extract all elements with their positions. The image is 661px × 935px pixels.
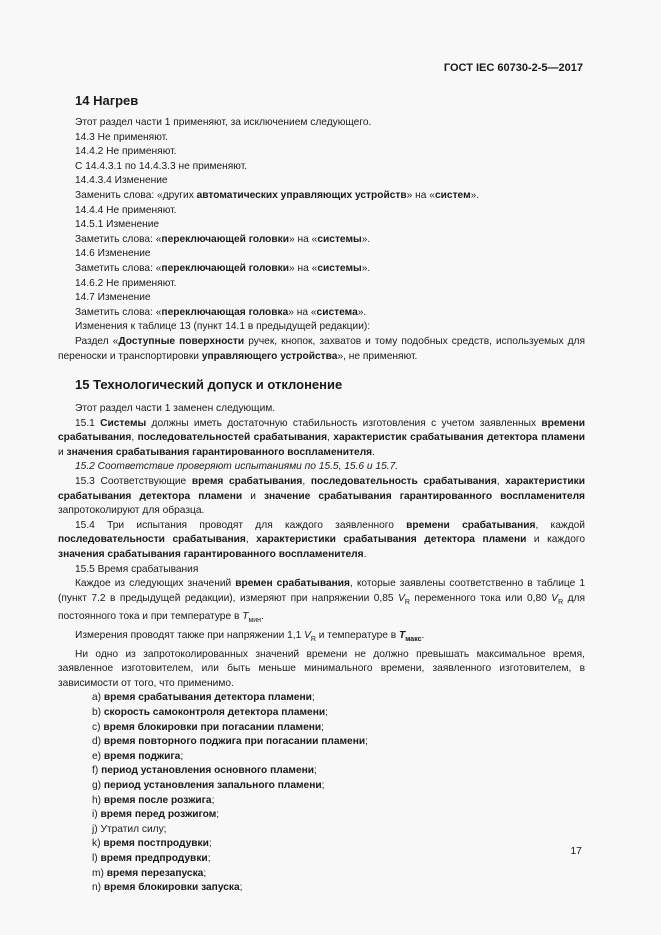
text-run: n)	[92, 882, 104, 894]
text-run: управляющего устройства	[201, 350, 338, 362]
text-run: ».	[361, 233, 371, 245]
text-run: l)	[92, 853, 101, 864]
section-15-title: 15 Технологический допуск и отклонение	[75, 377, 343, 393]
text-run: ;	[239, 882, 243, 894]
text-run: характеристик срабатывания детектора пламени	[333, 432, 586, 444]
list-item	[92, 837, 585, 852]
list-item	[92, 881, 585, 896]
paragraph	[58, 291, 585, 306]
text-run: 15.3 Соответствующие	[75, 476, 192, 488]
text-run: ;	[216, 809, 220, 821]
text-run: переключающей головки	[161, 233, 290, 245]
text-run: » на «	[289, 233, 318, 245]
text-run: значение срабатывания гарантированного воспламенителя	[263, 490, 585, 502]
text-run: время перезапуска	[106, 867, 204, 879]
text-run: ,	[302, 476, 311, 488]
text-run: Заметить слова: «	[75, 233, 162, 245]
text-run: 14.4.2 Не применяют.	[75, 146, 177, 158]
list-item	[92, 735, 585, 750]
paragraph	[58, 189, 585, 204]
text-run: и	[58, 446, 67, 458]
text-run: время срабатывания	[191, 476, 303, 488]
list-item	[92, 794, 585, 809]
paragraph	[58, 320, 585, 335]
paragraph	[58, 306, 585, 321]
text-run: T	[242, 611, 249, 623]
text-run: ,	[496, 476, 506, 488]
text-run: системы	[317, 262, 362, 274]
text-run: и	[242, 490, 264, 502]
text-run: Изменения к таблице 13 (пункт 14.1 в предыдущей редакции):	[75, 321, 371, 333]
text-run: время перед розжигом	[100, 809, 217, 821]
text-run: k)	[92, 838, 104, 850]
text-run: время после розжига	[103, 794, 212, 806]
text-run: ,	[327, 432, 334, 444]
text-run: для постоянного тока и при температуре в	[58, 592, 585, 623]
text-run: 14.5.1 Изменение	[75, 219, 160, 231]
text-run: времен срабатывания	[235, 578, 350, 590]
text-run: Заменить слова: «других	[75, 189, 197, 201]
text-run: переменного тока или 0,80	[409, 592, 552, 604]
text-run: время поджига	[103, 750, 181, 762]
text-run: Ни одно из запротоколированных значений времени не должно превышать максимальное время, заявленное изготовителем, или быть меньше минимального времени, заявленного изготовителем, в зависимости от того, что применимо.	[58, 648, 585, 689]
text-run: время блокировки при погасании пламени	[103, 721, 322, 733]
section-15-body	[58, 402, 585, 691]
text-run: Доступные поверхности	[118, 335, 245, 347]
paragraph	[58, 277, 585, 292]
paragraph	[58, 475, 585, 519]
text-run: m)	[92, 867, 107, 879]
text-run: времени срабатывания	[58, 417, 585, 444]
text-run: макс	[405, 636, 422, 644]
text-run: b)	[92, 707, 104, 719]
text-run: значения срабатывания гарантированного воспламенителя	[58, 549, 364, 561]
text-run: ;	[365, 736, 368, 748]
text-run: значения срабатывания гарантированного воспламенителя	[66, 446, 373, 458]
text-run: 14.4.4 Не применяют.	[75, 204, 177, 216]
paragraph	[58, 648, 585, 692]
text-run: 15.4 Три испытания проводят для каждого заявленного	[75, 519, 407, 531]
list-item	[92, 779, 585, 794]
paragraph	[58, 116, 585, 131]
list-item	[92, 823, 585, 838]
text-run: ;	[207, 853, 211, 864]
text-run: скорость самоконтроля детектора пламени	[103, 707, 326, 719]
text-run: последовательностей срабатывания	[137, 432, 328, 444]
paragraph	[58, 233, 585, 248]
text-run: ;	[211, 794, 215, 806]
paragraph	[58, 417, 585, 461]
text-run: Этот раздел части 1 применяют, за исключением следующего.	[75, 117, 372, 128]
text-run: Заметить слова: «	[75, 306, 162, 318]
paragraph	[58, 335, 585, 364]
text-run: последовательности срабатывания	[58, 534, 246, 546]
text-run: 15.2 Соответствие проверяют испытаниями по 15.5, 15.6 и 15.7.	[75, 461, 399, 473]
text-run: V	[304, 630, 311, 642]
paragraph	[58, 145, 585, 160]
paragraph	[58, 247, 585, 262]
list-item	[92, 808, 585, 823]
paragraph	[58, 174, 585, 189]
text-run: ;	[180, 750, 184, 762]
paragraph	[58, 204, 585, 219]
paragraph	[58, 131, 585, 146]
text-run: .	[261, 611, 264, 623]
text-run: время повторного поджига при погасании пламени	[103, 736, 366, 748]
text-run: ;	[203, 867, 207, 879]
paragraph	[58, 218, 585, 233]
page-header: ГОСТ IEC 60730-2-5—2017	[443, 62, 583, 74]
text-run: Измерения проводят также при напряжении 1,1	[75, 630, 305, 642]
text-run: e)	[92, 750, 104, 762]
text-run: ,	[131, 432, 138, 444]
text-run: ;	[314, 765, 317, 777]
text-run: » на «	[288, 306, 317, 318]
text-run: ».	[361, 262, 371, 274]
text-run: характеристики срабатывания детектора пламени	[256, 534, 527, 546]
text-run: ;	[208, 838, 212, 850]
text-run: автоматических управляющих устройств	[196, 189, 407, 201]
text-run: Системы	[100, 417, 147, 429]
text-run: 14.6.2 Не применяют.	[75, 277, 177, 289]
section-14-body	[58, 116, 585, 364]
response-time-list	[58, 691, 585, 895]
text-run: системы	[317, 233, 362, 245]
text-run: » на «	[289, 262, 318, 274]
list-item	[92, 867, 585, 882]
text-run: a)	[92, 692, 104, 704]
text-run: ;	[321, 721, 324, 733]
paragraph	[58, 402, 585, 417]
text-run: 14.6 Изменение	[75, 248, 151, 260]
text-run: последовательность срабатывания	[310, 476, 497, 488]
text-run: ;	[311, 692, 315, 704]
text-run: » на «	[406, 189, 435, 201]
text-run: d)	[92, 736, 104, 748]
section-14-title: 14 Нагрев	[75, 93, 139, 108]
text-run: R	[558, 598, 564, 606]
text-run: переключающая головка	[161, 306, 289, 318]
list-item	[92, 721, 585, 736]
paragraph	[58, 519, 585, 563]
text-run: 14.3 Не применяют.	[75, 131, 168, 143]
text-run: ручек, кнопок, захватов и тому подобных средств, используемых для переноски и транспортировки	[58, 335, 585, 362]
text-run: , каждой	[535, 519, 586, 531]
text-run: мин	[248, 617, 262, 625]
text-run: j) Утратил силу;	[92, 823, 167, 835]
text-run: должны иметь достаточную стабильность изготовления с учетом заявленных	[146, 417, 542, 429]
text-run: ».	[357, 306, 367, 318]
list-item	[92, 750, 585, 765]
text-run: Каждое из следующих значений	[75, 578, 236, 590]
text-run: и каждого	[526, 534, 586, 546]
text-run: .	[421, 630, 425, 642]
text-run: систем	[434, 189, 471, 201]
text-run: период установления запального пламени	[103, 780, 322, 792]
page-number: 17	[570, 845, 582, 857]
paragraph	[58, 460, 585, 475]
text-run: характеристики срабатывания детектора пламени	[58, 476, 586, 502]
list-item	[92, 706, 585, 721]
text-run: R	[310, 636, 316, 644]
text-run: ;	[325, 707, 328, 719]
text-run: i)	[92, 809, 101, 821]
text-run: ,	[245, 534, 257, 546]
text-run: .	[363, 549, 367, 561]
text-run: 15.1	[75, 417, 101, 429]
text-run: время постпродувки	[103, 838, 209, 850]
list-item	[92, 764, 585, 779]
text-run: и температуре в	[315, 630, 399, 642]
text-run: .	[372, 446, 375, 458]
text-run: R	[404, 598, 410, 606]
text-run: 14.7 Изменение	[75, 292, 151, 304]
text-run: 15.5 Время срабатывания	[75, 563, 199, 575]
text-run: период установления основного пламени	[101, 765, 315, 777]
paragraph	[58, 577, 585, 629]
text-run: система	[316, 306, 358, 318]
text-run: , которые заявлены соответственно в таблице 1 (пункт 7.2 в предыдущей редакции), измеряют при напряжении 0,85	[58, 578, 585, 604]
text-run: времени срабатывания	[406, 519, 536, 531]
text-run: », не применяют.	[337, 350, 418, 362]
text-run: Раздел «	[75, 335, 119, 347]
text-run: V	[551, 592, 559, 604]
text-run: время блокировки запуска	[103, 882, 240, 894]
text-run: Этот раздел части 1 заменен следующим.	[75, 403, 276, 415]
paragraph	[58, 160, 585, 175]
text-run: время предпродувки	[100, 853, 208, 864]
text-run: T	[398, 630, 406, 642]
list-item	[92, 852, 585, 867]
page-content	[58, 92, 585, 896]
text-run: Заметить слова: «	[75, 262, 162, 274]
text-run: h)	[92, 794, 104, 806]
text-run: g)	[92, 780, 104, 792]
text-run: C 14.4.3.1 по 14.4.3.3 не применяют.	[75, 160, 248, 172]
paragraph	[58, 629, 585, 648]
text-run: время срабатывания детектора пламени	[103, 692, 312, 704]
list-item	[92, 691, 585, 706]
text-run: переключающей головки	[161, 262, 290, 274]
text-run: c)	[92, 721, 104, 733]
text-run: запротоколируют для образца.	[58, 505, 205, 517]
paragraph	[58, 262, 585, 277]
text-run: ».	[470, 189, 480, 201]
paragraph	[58, 563, 585, 578]
text-run: f)	[92, 765, 102, 777]
text-run: V	[398, 592, 405, 604]
text-run: 14.4.3.4 Изменение	[75, 175, 168, 187]
text-run: ;	[321, 780, 325, 792]
